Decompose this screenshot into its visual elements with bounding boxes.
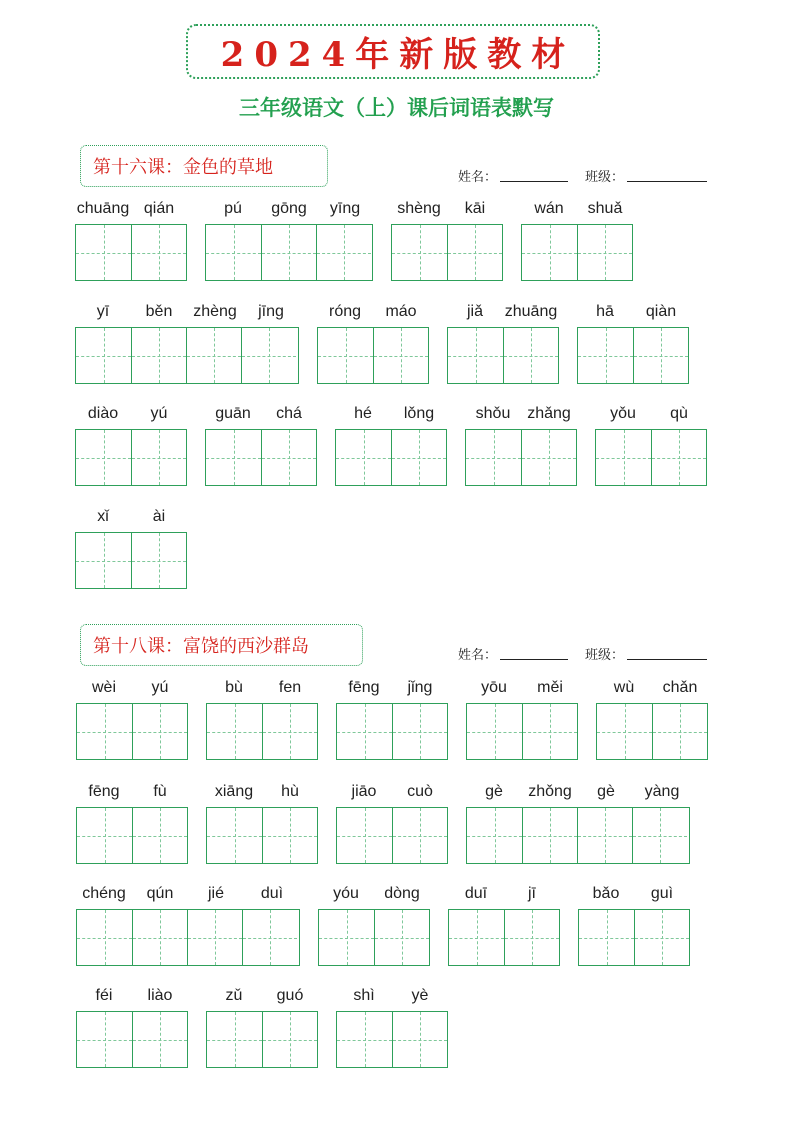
pinyin: jī bbox=[528, 885, 536, 902]
writing-cell[interactable] bbox=[337, 704, 392, 759]
word-item bbox=[595, 403, 707, 486]
word-item bbox=[206, 677, 318, 760]
writing-cell[interactable] bbox=[131, 328, 186, 383]
pinyin: diào bbox=[87, 405, 119, 422]
writing-cell[interactable] bbox=[319, 910, 374, 965]
writing-cell[interactable] bbox=[503, 328, 558, 383]
writing-grid bbox=[75, 532, 187, 589]
pinyin: xiāng bbox=[214, 783, 254, 800]
pinyin-row bbox=[206, 677, 318, 699]
pinyin: fù bbox=[153, 783, 167, 800]
word-item bbox=[596, 677, 708, 760]
pinyin: zǔ bbox=[225, 987, 243, 1004]
writing-cell[interactable] bbox=[578, 328, 633, 383]
pinyin: qiàn bbox=[645, 303, 677, 320]
pinyin: dòng bbox=[384, 885, 420, 902]
pinyin: měi bbox=[537, 679, 563, 696]
writing-cell[interactable] bbox=[77, 1012, 132, 1067]
writing-cell[interactable] bbox=[632, 808, 687, 863]
pinyin-row bbox=[466, 781, 690, 803]
writing-cell[interactable] bbox=[77, 704, 132, 759]
writing-grid bbox=[317, 327, 429, 384]
writing-grid bbox=[75, 429, 187, 486]
writing-cell[interactable] bbox=[374, 910, 429, 965]
writing-cell[interactable] bbox=[132, 704, 187, 759]
class-label-2: 班级： bbox=[585, 648, 625, 663]
lesson-16-title: 第十六课：金色的草地 bbox=[93, 157, 273, 178]
pinyin: běn bbox=[145, 303, 173, 320]
pinyin-row bbox=[465, 403, 577, 425]
writing-cell[interactable] bbox=[392, 808, 447, 863]
lesson-16-header bbox=[80, 145, 328, 187]
pinyin: pú bbox=[224, 200, 242, 217]
pinyin-row bbox=[76, 677, 188, 699]
lesson-18-title: 第十八课：富饶的西沙群岛 bbox=[93, 636, 309, 657]
pinyin: kāi bbox=[464, 200, 486, 217]
writing-cell[interactable] bbox=[132, 808, 187, 863]
writing-grid bbox=[521, 224, 633, 281]
pinyin-row bbox=[577, 301, 689, 323]
writing-grid bbox=[76, 807, 188, 864]
writing-grid bbox=[595, 429, 707, 486]
writing-cell[interactable] bbox=[76, 225, 131, 280]
name-label-1: 姓名： bbox=[458, 170, 498, 185]
writing-cell[interactable] bbox=[207, 704, 262, 759]
pinyin: qián bbox=[143, 200, 175, 217]
writing-cell[interactable] bbox=[77, 910, 132, 965]
writing-cell[interactable] bbox=[651, 430, 706, 485]
pinyin: duì bbox=[260, 885, 284, 902]
pinyin: gè bbox=[597, 783, 615, 800]
pinyin: duī bbox=[464, 885, 488, 902]
word-item bbox=[206, 781, 318, 864]
pinyin: bù bbox=[225, 679, 243, 696]
pinyin: zhǎng bbox=[527, 405, 571, 422]
pinyin-row bbox=[75, 301, 299, 323]
word-item bbox=[466, 781, 690, 864]
writing-cell[interactable] bbox=[633, 328, 688, 383]
pinyin: wù bbox=[613, 679, 635, 696]
writing-grid bbox=[336, 703, 448, 760]
pinyin: shèng bbox=[397, 200, 441, 217]
word-item bbox=[205, 198, 373, 281]
writing-cell[interactable] bbox=[448, 328, 503, 383]
pinyin: zhuāng bbox=[504, 303, 558, 320]
writing-grid bbox=[76, 909, 300, 966]
writing-grid bbox=[75, 327, 299, 384]
pinyin: yóu bbox=[333, 885, 359, 902]
writing-cell[interactable] bbox=[579, 910, 634, 965]
pinyin-row bbox=[595, 403, 707, 425]
writing-cell[interactable] bbox=[207, 808, 262, 863]
writing-cell[interactable] bbox=[577, 808, 632, 863]
pinyin: jié bbox=[207, 885, 224, 902]
pinyin: féi bbox=[95, 987, 113, 1004]
pinyin-row bbox=[336, 985, 448, 1007]
writing-grid bbox=[336, 807, 448, 864]
lesson-18-header bbox=[80, 624, 363, 666]
word-item bbox=[336, 985, 448, 1068]
writing-cell[interactable] bbox=[392, 1012, 447, 1067]
writing-cell[interactable] bbox=[447, 225, 502, 280]
pinyin-row bbox=[336, 677, 448, 699]
pinyin: qù bbox=[670, 405, 688, 422]
word-item bbox=[465, 403, 577, 486]
word-item bbox=[336, 781, 448, 864]
writing-grid bbox=[206, 1011, 318, 1068]
writing-cell[interactable] bbox=[132, 1012, 187, 1067]
name-line-2[interactable] bbox=[500, 659, 568, 660]
pinyin-row bbox=[76, 985, 188, 1007]
writing-cell[interactable] bbox=[596, 430, 651, 485]
writing-grid bbox=[466, 703, 578, 760]
pinyin: zhǒng bbox=[528, 783, 572, 800]
writing-cell[interactable] bbox=[391, 430, 446, 485]
name-line-1[interactable] bbox=[500, 181, 568, 182]
writing-cell[interactable] bbox=[522, 704, 577, 759]
writing-grid bbox=[205, 224, 373, 281]
word-item bbox=[521, 198, 633, 281]
writing-cell[interactable] bbox=[131, 430, 186, 485]
pinyin: shuǎ bbox=[587, 200, 623, 217]
word-item bbox=[447, 301, 559, 384]
writing-cell[interactable] bbox=[262, 704, 317, 759]
word-item bbox=[76, 781, 188, 864]
writing-grid bbox=[448, 909, 560, 966]
pinyin: guì bbox=[650, 885, 674, 902]
pinyin-row bbox=[205, 403, 317, 425]
writing-cell[interactable] bbox=[336, 430, 391, 485]
pinyin: yú bbox=[151, 679, 169, 696]
class-line-2[interactable] bbox=[627, 659, 707, 660]
pinyin-row bbox=[448, 883, 560, 905]
writing-cell[interactable] bbox=[504, 910, 559, 965]
pinyin: ài bbox=[152, 508, 166, 525]
pinyin: yīng bbox=[329, 200, 361, 217]
writing-grid bbox=[391, 224, 503, 281]
pinyin-row bbox=[447, 301, 559, 323]
writing-grid bbox=[336, 1011, 448, 1068]
writing-grid bbox=[447, 327, 559, 384]
pinyin-row bbox=[75, 198, 187, 220]
pinyin-row bbox=[76, 781, 188, 803]
writing-cell[interactable] bbox=[206, 225, 261, 280]
pinyin: fēng bbox=[348, 679, 380, 696]
word-item bbox=[391, 198, 503, 281]
pinyin-row bbox=[578, 883, 690, 905]
writing-cell[interactable] bbox=[77, 808, 132, 863]
writing-cell[interactable] bbox=[131, 533, 186, 588]
writing-cell[interactable] bbox=[392, 225, 447, 280]
pinyin: yàng bbox=[644, 783, 680, 800]
writing-cell[interactable] bbox=[76, 430, 131, 485]
pinyin: chǎn bbox=[662, 679, 698, 696]
pinyin: zhèng bbox=[193, 303, 237, 320]
pinyin: yè bbox=[411, 987, 429, 1004]
word-item bbox=[76, 883, 300, 966]
writing-cell[interactable] bbox=[449, 910, 504, 965]
writing-grid bbox=[335, 429, 447, 486]
writing-cell[interactable] bbox=[206, 430, 261, 485]
class-line-1[interactable] bbox=[627, 181, 707, 182]
word-item bbox=[578, 883, 690, 966]
pinyin: chéng bbox=[82, 885, 126, 902]
pinyin: bǎo bbox=[592, 885, 620, 902]
writing-cell[interactable] bbox=[337, 1012, 392, 1067]
pinyin: gōng bbox=[271, 200, 307, 217]
pinyin-row bbox=[466, 677, 578, 699]
pinyin-row bbox=[318, 883, 430, 905]
pinyin-row bbox=[75, 506, 187, 528]
pinyin: fen bbox=[278, 679, 302, 696]
pinyin: wèi bbox=[91, 679, 116, 696]
pinyin-row bbox=[596, 677, 708, 699]
writing-cell[interactable] bbox=[186, 328, 241, 383]
writing-cell[interactable] bbox=[597, 704, 652, 759]
pinyin: máo bbox=[385, 303, 417, 320]
pinyin: shǒu bbox=[475, 405, 511, 422]
writing-cell[interactable] bbox=[187, 910, 242, 965]
pinyin-row bbox=[336, 781, 448, 803]
word-item bbox=[206, 985, 318, 1068]
writing-grid bbox=[578, 909, 690, 966]
pinyin: jīng bbox=[258, 303, 284, 320]
writing-cell[interactable] bbox=[242, 910, 297, 965]
pinyin-row bbox=[317, 301, 429, 323]
writing-grid bbox=[596, 703, 708, 760]
pinyin-row bbox=[391, 198, 503, 220]
pinyin: fēng bbox=[88, 783, 120, 800]
word-item bbox=[318, 883, 430, 966]
writing-cell[interactable] bbox=[76, 328, 131, 383]
writing-cell[interactable] bbox=[652, 704, 707, 759]
page-subtitle: 三年级语文（上）课后词语表默写 bbox=[239, 96, 554, 120]
writing-cell[interactable] bbox=[262, 1012, 317, 1067]
word-item bbox=[336, 677, 448, 760]
pinyin-row bbox=[205, 198, 373, 220]
pinyin: xǐ bbox=[97, 508, 109, 525]
word-item bbox=[75, 403, 187, 486]
pinyin-row bbox=[521, 198, 633, 220]
class-label-1: 班级： bbox=[585, 170, 625, 185]
title-box bbox=[186, 24, 600, 79]
word-item bbox=[335, 403, 447, 486]
pinyin: yǒu bbox=[610, 405, 636, 422]
word-item bbox=[205, 403, 317, 486]
page-title: 2024年新版教材 bbox=[220, 35, 576, 75]
writing-cell[interactable] bbox=[131, 225, 186, 280]
word-item bbox=[75, 506, 187, 589]
writing-cell[interactable] bbox=[373, 328, 428, 383]
pinyin-row bbox=[76, 883, 300, 905]
word-item bbox=[317, 301, 429, 384]
writing-cell[interactable] bbox=[318, 328, 373, 383]
writing-grid bbox=[205, 429, 317, 486]
pinyin: shì bbox=[353, 987, 375, 1004]
pinyin: chuāng bbox=[76, 200, 130, 217]
writing-cell[interactable] bbox=[261, 430, 316, 485]
pinyin: jǐng bbox=[407, 679, 433, 696]
writing-cell[interactable] bbox=[522, 225, 577, 280]
pinyin-row bbox=[75, 403, 187, 425]
pinyin: liào bbox=[147, 987, 173, 1004]
pinyin: hā bbox=[596, 303, 614, 320]
pinyin-row bbox=[335, 403, 447, 425]
word-item bbox=[577, 301, 689, 384]
pinyin: qún bbox=[146, 885, 174, 902]
pinyin: róng bbox=[328, 303, 362, 320]
writing-grid bbox=[465, 429, 577, 486]
writing-cell[interactable] bbox=[337, 808, 392, 863]
writing-cell[interactable] bbox=[467, 808, 522, 863]
word-item bbox=[448, 883, 560, 966]
writing-cell[interactable] bbox=[467, 704, 522, 759]
writing-cell[interactable] bbox=[262, 808, 317, 863]
word-item bbox=[76, 985, 188, 1068]
writing-cell[interactable] bbox=[522, 808, 577, 863]
pinyin: jiǎ bbox=[466, 303, 483, 320]
writing-grid bbox=[206, 807, 318, 864]
pinyin: gè bbox=[485, 783, 503, 800]
pinyin: cuò bbox=[407, 783, 433, 800]
writing-cell[interactable] bbox=[634, 910, 689, 965]
pinyin: jiāo bbox=[351, 783, 377, 800]
writing-cell[interactable] bbox=[392, 704, 447, 759]
pinyin: guó bbox=[276, 987, 304, 1004]
word-item bbox=[466, 677, 578, 760]
writing-grid bbox=[318, 909, 430, 966]
writing-grid bbox=[466, 807, 690, 864]
pinyin-row bbox=[206, 985, 318, 1007]
pinyin: wán bbox=[534, 200, 564, 217]
writing-grid bbox=[75, 224, 187, 281]
word-item bbox=[75, 301, 299, 384]
pinyin: guān bbox=[215, 405, 251, 422]
pinyin: hù bbox=[281, 783, 299, 800]
writing-cell[interactable] bbox=[466, 430, 521, 485]
writing-cell[interactable] bbox=[577, 225, 632, 280]
pinyin: yī bbox=[96, 303, 110, 320]
pinyin: yú bbox=[150, 405, 168, 422]
word-item bbox=[76, 677, 188, 760]
writing-cell[interactable] bbox=[132, 910, 187, 965]
writing-grid bbox=[76, 1011, 188, 1068]
pinyin-row bbox=[206, 781, 318, 803]
pinyin: lǒng bbox=[403, 405, 435, 422]
word-item bbox=[75, 198, 187, 281]
writing-cell[interactable] bbox=[521, 430, 576, 485]
writing-cell[interactable] bbox=[76, 533, 131, 588]
writing-grid bbox=[206, 703, 318, 760]
writing-cell[interactable] bbox=[241, 328, 296, 383]
writing-grid bbox=[76, 703, 188, 760]
pinyin: yōu bbox=[481, 679, 507, 696]
writing-cell[interactable] bbox=[316, 225, 371, 280]
pinyin: chá bbox=[276, 405, 302, 422]
writing-cell[interactable] bbox=[261, 225, 316, 280]
writing-grid bbox=[577, 327, 689, 384]
writing-cell[interactable] bbox=[207, 1012, 262, 1067]
name-label-2: 姓名： bbox=[458, 648, 498, 663]
pinyin: hé bbox=[354, 405, 372, 422]
